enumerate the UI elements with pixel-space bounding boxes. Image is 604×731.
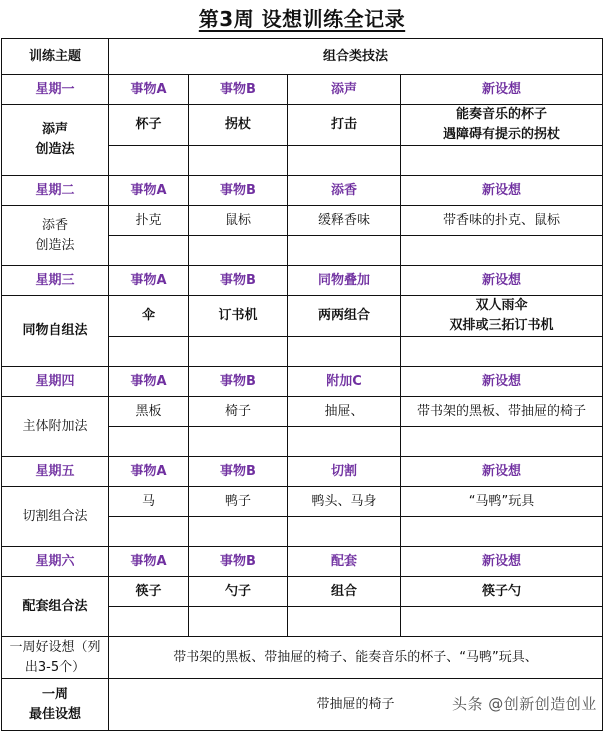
new-idea-cell xyxy=(401,487,603,517)
empty-cell xyxy=(288,236,401,266)
empty-cell xyxy=(288,517,401,547)
empty-cell xyxy=(109,607,189,637)
column-header-item-b: 事物B xyxy=(189,75,288,105)
empty-cell xyxy=(109,146,189,176)
method-line: 同物自组法 xyxy=(22,323,88,338)
column-header-item-a: 事物A xyxy=(109,547,189,577)
day-content-row xyxy=(2,577,603,607)
empty-cell xyxy=(288,337,401,367)
method-line: 配套组合法 xyxy=(22,598,88,614)
column-header-new-idea: 新设想 xyxy=(401,266,603,296)
technique-cell: 鸭头、马身 xyxy=(288,487,401,517)
column-header-item-b: 事物B xyxy=(189,457,288,487)
empty-cell xyxy=(189,517,288,547)
method-line: 创造法 xyxy=(35,237,75,253)
column-header-new-idea: 新设想 xyxy=(401,547,603,577)
item-a-cell: 筷子 xyxy=(109,577,189,607)
item-b-cell: 鼠标 xyxy=(189,206,288,236)
day-header-row xyxy=(2,75,603,105)
watermark: 头条 @创新创造创业 xyxy=(452,695,597,713)
empty-cell xyxy=(189,236,288,266)
column-header-item-a: 事物A xyxy=(109,457,189,487)
column-header-new-idea: 新设想 xyxy=(401,367,603,397)
method-line: 创造法 xyxy=(35,142,75,157)
item-a-cell: 杯子 xyxy=(109,105,189,146)
new-idea-line: 能奏音乐的杯子 xyxy=(456,107,548,122)
empty-cell xyxy=(401,607,603,637)
empty-cell xyxy=(109,517,189,547)
item-b-cell: 勺子 xyxy=(189,577,288,607)
column-header-item-a: 事物A xyxy=(109,176,189,206)
new-idea-line: 带书架的黑板、带抽屉的椅子 xyxy=(417,403,587,419)
day-content-row xyxy=(2,397,603,427)
best-idea-label-line: 一周 xyxy=(41,686,68,702)
column-header-technique: 配套 xyxy=(288,547,401,577)
method-name xyxy=(2,397,109,457)
new-idea-cell xyxy=(401,577,603,607)
new-idea-line: 遇障碍有提示的拐杖 xyxy=(443,127,561,142)
new-idea-cell xyxy=(401,397,603,427)
new-idea-line: 筷子勺 xyxy=(482,583,522,599)
day-header-row xyxy=(2,367,603,397)
empty-cell xyxy=(189,337,288,367)
method-name xyxy=(2,206,109,266)
good-ideas-value: 带书架的黑板、带抽屉的椅子、能奏音乐的杯子、“马鸭”玩具、 xyxy=(109,637,603,679)
method-name xyxy=(2,296,109,367)
topic-label: 训练主题 xyxy=(2,39,109,75)
column-header-item-a: 事物A xyxy=(109,367,189,397)
day-label: 星期二 xyxy=(2,176,109,206)
technique-cell: 打击 xyxy=(288,105,401,146)
new-idea-line: 带香味的扑克、鼠标 xyxy=(443,212,561,228)
empty-cell xyxy=(288,427,401,457)
day-header-row xyxy=(2,176,603,206)
empty-cell xyxy=(109,427,189,457)
good-ideas-label-line: 出3-5个） xyxy=(24,659,86,675)
empty-cell xyxy=(109,236,189,266)
day-label: 星期四 xyxy=(2,367,109,397)
column-header-item-a: 事物A xyxy=(109,75,189,105)
new-idea-cell xyxy=(401,206,603,236)
item-a-cell: 扑克 xyxy=(109,206,189,236)
new-idea-line: 双人雨伞 xyxy=(475,298,528,313)
page-title-text: 第3周 设想训练全记录 xyxy=(198,7,406,31)
empty-cell xyxy=(401,236,603,266)
method-line: 添声 xyxy=(41,122,68,137)
empty-cell xyxy=(189,607,288,637)
best-idea-label xyxy=(2,679,109,731)
training-record-table xyxy=(1,38,603,731)
technique-cell: 缓释香味 xyxy=(288,206,401,236)
technique-cell: 抽屉、 xyxy=(288,397,401,427)
empty-cell xyxy=(401,337,603,367)
item-a-cell: 伞 xyxy=(109,296,189,337)
empty-cell xyxy=(401,146,603,176)
topic-row xyxy=(2,39,603,75)
column-header-technique: 添声 xyxy=(288,75,401,105)
method-name xyxy=(2,577,109,637)
day-header-row xyxy=(2,266,603,296)
day-label: 星期五 xyxy=(2,457,109,487)
day-label: 星期一 xyxy=(2,75,109,105)
day-content-row xyxy=(2,487,603,517)
good-ideas-row xyxy=(2,637,603,679)
item-a-cell: 马 xyxy=(109,487,189,517)
new-idea-cell xyxy=(401,105,603,146)
method-line: 切割组合法 xyxy=(22,508,88,524)
item-b-cell: 椅子 xyxy=(189,397,288,427)
method-line: 主体附加法 xyxy=(22,418,88,434)
empty-cell xyxy=(109,337,189,367)
day-label: 星期六 xyxy=(2,547,109,577)
column-header-new-idea: 新设想 xyxy=(401,75,603,105)
new-idea-line: 双排或三拓订书机 xyxy=(449,318,554,333)
column-header-new-idea: 新设想 xyxy=(401,457,603,487)
method-line: 添香 xyxy=(41,217,68,233)
technique-cell: 两两组合 xyxy=(288,296,401,337)
empty-cell xyxy=(401,427,603,457)
topic-value: 组合类技法 xyxy=(109,39,603,75)
day-header-row xyxy=(2,547,603,577)
day-header-row xyxy=(2,457,603,487)
empty-cell xyxy=(189,146,288,176)
item-b-cell: 拐杖 xyxy=(189,105,288,146)
new-idea-line: “马鸭”玩具 xyxy=(468,493,535,509)
good-ideas-label-line: 一周好设想（列 xyxy=(9,639,101,655)
best-idea-label-line: 最佳设想 xyxy=(28,706,81,722)
day-content-row xyxy=(2,105,603,146)
empty-cell xyxy=(189,427,288,457)
good-ideas-label xyxy=(2,637,109,679)
column-header-technique: 同物叠加 xyxy=(288,266,401,296)
day-content-row xyxy=(2,296,603,337)
new-idea-cell xyxy=(401,296,603,337)
column-header-item-b: 事物B xyxy=(189,367,288,397)
item-b-cell: 订书机 xyxy=(189,296,288,337)
item-a-cell: 黑板 xyxy=(109,397,189,427)
page-title xyxy=(0,0,604,38)
column-header-item-a: 事物A xyxy=(109,266,189,296)
method-name xyxy=(2,105,109,176)
column-header-technique: 添香 xyxy=(288,176,401,206)
day-label: 星期三 xyxy=(2,266,109,296)
item-b-cell: 鸭子 xyxy=(189,487,288,517)
empty-cell xyxy=(288,607,401,637)
empty-cell xyxy=(401,517,603,547)
technique-cell: 组合 xyxy=(288,577,401,607)
column-header-item-b: 事物B xyxy=(189,176,288,206)
column-header-technique: 附加C xyxy=(288,367,401,397)
column-header-item-b: 事物B xyxy=(189,266,288,296)
column-header-new-idea: 新设想 xyxy=(401,176,603,206)
empty-cell xyxy=(288,146,401,176)
column-header-technique: 切割 xyxy=(288,457,401,487)
column-header-item-b: 事物B xyxy=(189,547,288,577)
method-name xyxy=(2,487,109,547)
best-idea-value: 带抽屉的椅子 xyxy=(109,679,603,731)
day-content-row xyxy=(2,206,603,236)
